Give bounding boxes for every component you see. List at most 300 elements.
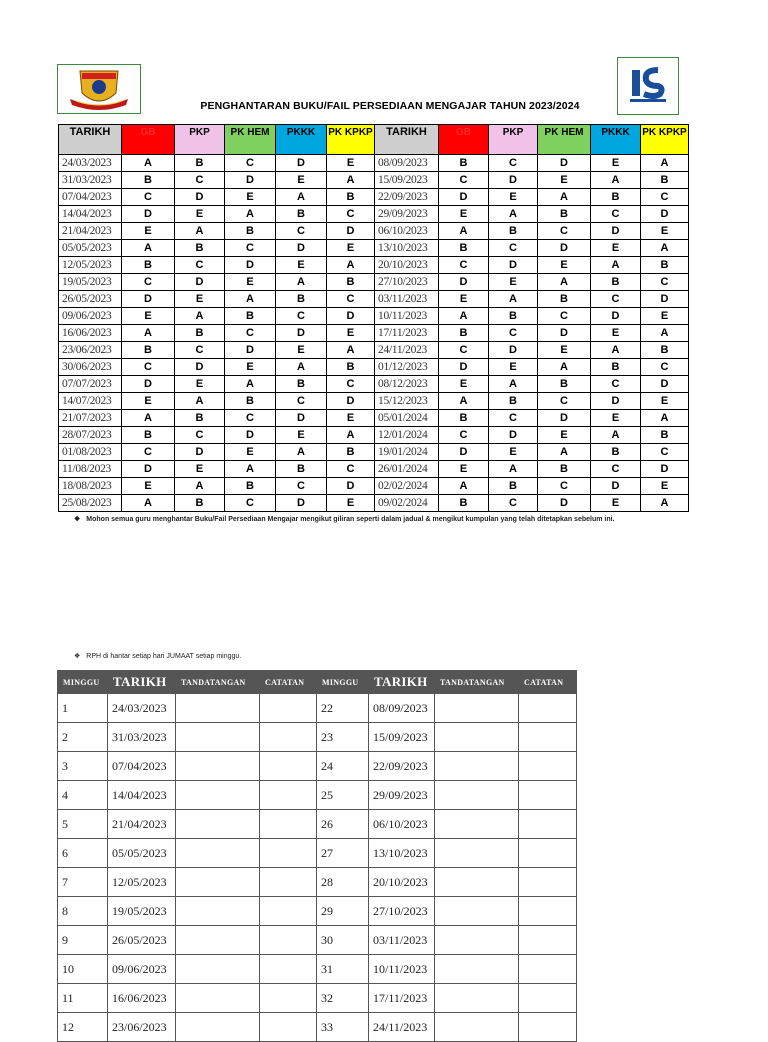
schedule-group-cell: A <box>122 410 175 427</box>
schedule-group-cell: B <box>327 444 375 461</box>
sign-week-cell: 33 <box>317 1013 369 1042</box>
schedule-row <box>59 189 689 206</box>
schedule-group-cell: C <box>225 155 276 172</box>
schedule-row <box>59 427 689 444</box>
sign-week-cell: 12 <box>58 1013 108 1042</box>
sign-week-cell: 11 <box>58 984 108 1013</box>
schedule-header-row <box>59 125 689 155</box>
schedule-row <box>59 393 689 410</box>
schedule-group-cell: D <box>538 155 591 172</box>
schedule-group-cell: B <box>538 291 591 308</box>
sign-header-minggu: MINGGU <box>58 671 108 694</box>
signature-row <box>58 810 577 839</box>
schedule-group-cell: A <box>489 461 538 478</box>
schedule-group-cell: D <box>175 189 225 206</box>
schedule-group-cell: A <box>175 393 225 410</box>
schedule-group-cell: E <box>439 376 489 393</box>
sign-week-cell: 29 <box>317 897 369 926</box>
schedule-group-cell: B <box>591 189 641 206</box>
schedule-date-cell: 09/02/2024 <box>375 495 439 512</box>
sign-signature-cell[interactable] <box>435 926 519 955</box>
header-pkp-2: PKP <box>489 125 538 155</box>
schedule-group-cell: D <box>641 376 689 393</box>
schedule-group-cell: E <box>122 393 175 410</box>
schedule-date-cell: 18/08/2023 <box>59 478 122 495</box>
schedule-group-cell: E <box>489 444 538 461</box>
schedule-group-cell: A <box>439 478 489 495</box>
schedule-group-cell: B <box>641 342 689 359</box>
sign-remark-cell[interactable] <box>260 810 317 839</box>
sign-signature-cell[interactable] <box>176 897 260 926</box>
schedule-group-cell: D <box>327 308 375 325</box>
schedule-row <box>59 291 689 308</box>
schedule-group-cell: A <box>122 240 175 257</box>
sign-header-tarikh-2: TARIKH <box>369 671 435 694</box>
schedule-group-cell: C <box>641 189 689 206</box>
schedule-group-cell: B <box>175 410 225 427</box>
sign-signature-cell[interactable] <box>176 955 260 984</box>
sign-remark-cell[interactable] <box>260 926 317 955</box>
sign-signature-cell[interactable] <box>176 839 260 868</box>
schedule-date-cell: 25/08/2023 <box>59 495 122 512</box>
schedule-group-cell: B <box>489 308 538 325</box>
document-title: PENGHANTARAN BUKU/FAIL PERSEDIAAN MENGAJAR TAHUN 2023/2024 <box>200 100 580 112</box>
sign-week-cell: 22 <box>317 694 369 723</box>
schedule-group-cell: E <box>641 393 689 410</box>
sign-week-cell: 27 <box>317 839 369 868</box>
schedule-group-cell: B <box>175 495 225 512</box>
sign-remark-cell[interactable] <box>519 868 577 897</box>
schedule-date-cell: 06/10/2023 <box>375 223 439 240</box>
schedule-group-cell: B <box>591 444 641 461</box>
schedule-group-cell: E <box>327 240 375 257</box>
schedule-date-cell: 14/07/2023 <box>59 393 122 410</box>
sign-date-cell: 22/09/2023 <box>369 752 435 781</box>
sign-week-cell: 23 <box>317 723 369 752</box>
sign-signature-cell[interactable] <box>176 868 260 897</box>
sign-week-cell: 25 <box>317 781 369 810</box>
schedule-group-cell: C <box>276 223 327 240</box>
schedule-row <box>59 274 689 291</box>
sign-remark-cell[interactable] <box>519 752 577 781</box>
schedule-date-cell: 01/08/2023 <box>59 444 122 461</box>
sign-signature-cell[interactable] <box>176 694 260 723</box>
schedule-group-cell: D <box>276 155 327 172</box>
signature-header-row <box>58 671 577 694</box>
schedule-group-cell: C <box>591 291 641 308</box>
schedule-group-cell: E <box>641 308 689 325</box>
schedule-group-cell: A <box>538 359 591 376</box>
sign-signature-cell[interactable] <box>176 984 260 1013</box>
signature-row <box>58 839 577 868</box>
schedule-row <box>59 495 689 512</box>
diamond-bullet-icon: ❖ <box>74 653 81 660</box>
sign-remark-cell[interactable] <box>260 839 317 868</box>
schedule-group-cell: C <box>538 308 591 325</box>
sign-remark-cell[interactable] <box>260 984 317 1013</box>
schedule-group-cell: A <box>175 223 225 240</box>
schedule-group-cell: B <box>439 155 489 172</box>
schedule-group-cell: A <box>538 274 591 291</box>
schedule-group-cell: E <box>122 308 175 325</box>
schedule-group-cell: D <box>225 172 276 189</box>
schedule-group-cell: A <box>327 257 375 274</box>
sign-date-cell: 23/06/2023 <box>108 1013 176 1042</box>
schedule-group-cell: C <box>122 274 175 291</box>
schedule-group-cell: E <box>225 274 276 291</box>
sign-remark-cell[interactable] <box>519 926 577 955</box>
schedule-group-cell: A <box>225 376 276 393</box>
schedule-group-cell: A <box>122 495 175 512</box>
sign-date-cell: 31/03/2023 <box>108 723 176 752</box>
schedule-group-cell: A <box>489 291 538 308</box>
header-pk-kpkp: PK KPKP <box>327 125 375 155</box>
schedule-group-cell: A <box>591 427 641 444</box>
schedule-group-cell: B <box>439 495 489 512</box>
schedule-group-cell: C <box>489 325 538 342</box>
schedule-group-cell: C <box>327 291 375 308</box>
schedule-row <box>59 444 689 461</box>
sign-signature-cell[interactable] <box>176 810 260 839</box>
schedule-group-cell: D <box>439 359 489 376</box>
schedule-group-cell: D <box>538 495 591 512</box>
schedule-group-cell: A <box>641 495 689 512</box>
schedule-group-cell: D <box>276 325 327 342</box>
schedule-group-cell: C <box>439 172 489 189</box>
sign-remark-cell[interactable] <box>260 1013 317 1042</box>
schedule-group-cell: D <box>591 223 641 240</box>
schedule-group-cell: E <box>276 427 327 444</box>
schedule-group-cell: B <box>641 172 689 189</box>
schedule-row <box>59 325 689 342</box>
schedule-group-cell: C <box>122 189 175 206</box>
schedule-group-cell: D <box>489 257 538 274</box>
schedule-row <box>59 308 689 325</box>
schedule-group-cell: E <box>641 223 689 240</box>
schedule-group-cell: C <box>591 461 641 478</box>
sign-date-cell: 08/09/2023 <box>369 694 435 723</box>
sign-week-cell: 4 <box>58 781 108 810</box>
schedule-group-cell: E <box>175 291 225 308</box>
schedule-group-cell: E <box>439 291 489 308</box>
schedule-group-cell: C <box>276 478 327 495</box>
schedule-group-cell: D <box>641 206 689 223</box>
signature-row <box>58 1013 577 1042</box>
sign-remark-cell[interactable] <box>519 810 577 839</box>
sign-remark-cell[interactable] <box>519 955 577 984</box>
schedule-group-cell: E <box>175 206 225 223</box>
sign-signature-cell[interactable] <box>176 1013 260 1042</box>
sign-remark-cell[interactable] <box>260 694 317 723</box>
sign-remark-cell[interactable] <box>519 1013 577 1042</box>
schedule-group-cell: B <box>439 325 489 342</box>
schedule-group-cell: C <box>591 206 641 223</box>
schedule-group-cell: A <box>641 325 689 342</box>
schedule-group-cell: E <box>538 427 591 444</box>
schedule-group-cell: C <box>225 325 276 342</box>
schedule-group-cell: C <box>276 308 327 325</box>
schedule-date-cell: 07/07/2023 <box>59 376 122 393</box>
sign-week-cell: 26 <box>317 810 369 839</box>
sign-signature-cell[interactable] <box>435 897 519 926</box>
sign-remark-cell[interactable] <box>519 839 577 868</box>
schedule-group-cell: D <box>327 478 375 495</box>
schedule-group-cell: B <box>175 240 225 257</box>
schedule-date-cell: 07/04/2023 <box>59 189 122 206</box>
schedule-group-cell: B <box>276 206 327 223</box>
schedule-group-cell: C <box>538 223 591 240</box>
sign-date-cell: 20/10/2023 <box>369 868 435 897</box>
schedule-group-cell: A <box>276 359 327 376</box>
sign-week-cell: 7 <box>58 868 108 897</box>
sign-header-catatan-2: CATATAN <box>519 671 577 694</box>
sign-signature-cell[interactable] <box>435 839 519 868</box>
signature-row <box>58 984 577 1013</box>
sign-signature-cell[interactable] <box>435 723 519 752</box>
schedule-group-cell: A <box>489 206 538 223</box>
schedule-group-cell: B <box>122 257 175 274</box>
schedule-row <box>59 376 689 393</box>
schedule-row <box>59 410 689 427</box>
schedule-group-cell: D <box>591 478 641 495</box>
sign-signature-cell[interactable] <box>435 810 519 839</box>
schedule-group-cell: A <box>276 189 327 206</box>
schedule-group-cell: B <box>327 359 375 376</box>
sign-week-cell: 28 <box>317 868 369 897</box>
school-crest-logo <box>57 64 141 114</box>
schedule-group-cell: E <box>276 172 327 189</box>
schedule-group-cell: E <box>489 274 538 291</box>
schedule-group-cell: D <box>175 274 225 291</box>
schedule-group-cell: A <box>122 155 175 172</box>
signature-row <box>58 694 577 723</box>
schedule-group-cell: A <box>276 274 327 291</box>
sign-week-cell: 8 <box>58 897 108 926</box>
schedule-group-cell: B <box>225 308 276 325</box>
schedule-group-cell: A <box>641 410 689 427</box>
schedule-group-cell: D <box>538 240 591 257</box>
schedule-row <box>59 478 689 495</box>
schedule-group-cell: C <box>489 495 538 512</box>
schedule-group-cell: A <box>591 257 641 274</box>
schedule-date-cell: 12/05/2023 <box>59 257 122 274</box>
schedule-date-cell: 21/07/2023 <box>59 410 122 427</box>
schedule-date-cell: 08/12/2023 <box>375 376 439 393</box>
sign-remark-cell[interactable] <box>260 723 317 752</box>
schedule-group-cell: C <box>641 359 689 376</box>
schedule-group-cell: E <box>538 342 591 359</box>
schedule-group-cell: E <box>538 172 591 189</box>
header-tarikh: TARIKH <box>59 125 122 155</box>
schedule-date-cell: 26/01/2024 <box>375 461 439 478</box>
schedule-group-cell: E <box>591 325 641 342</box>
schedule-group-cell: D <box>591 393 641 410</box>
sign-header-minggu-2: MINGGU <box>317 671 369 694</box>
school-crest-icon <box>58 65 140 113</box>
schedule-group-cell: E <box>122 478 175 495</box>
schedule-date-cell: 16/06/2023 <box>59 325 122 342</box>
schedule-group-cell: D <box>175 444 225 461</box>
sign-week-cell: 6 <box>58 839 108 868</box>
schedule-group-cell: B <box>641 427 689 444</box>
diamond-bullet-icon: ❖ <box>74 516 81 523</box>
schedule-group-cell: A <box>225 461 276 478</box>
schedule-row <box>59 172 689 189</box>
signature-row <box>58 926 577 955</box>
schedule-group-cell: A <box>641 240 689 257</box>
sign-remark-cell[interactable] <box>260 868 317 897</box>
sign-signature-cell[interactable] <box>176 723 260 752</box>
schedule-group-cell: A <box>276 444 327 461</box>
sign-date-cell: 03/11/2023 <box>369 926 435 955</box>
sign-signature-cell[interactable] <box>176 781 260 810</box>
sign-week-cell: 3 <box>58 752 108 781</box>
schedule-group-cell: E <box>641 478 689 495</box>
schedule-group-cell: D <box>225 427 276 444</box>
schedule-group-cell: D <box>276 240 327 257</box>
schedule-group-cell: E <box>591 155 641 172</box>
sign-week-cell: 10 <box>58 955 108 984</box>
sign-date-cell: 06/10/2023 <box>369 810 435 839</box>
signature-row <box>58 868 577 897</box>
sign-signature-cell[interactable] <box>435 781 519 810</box>
schedule-group-cell: E <box>327 325 375 342</box>
schedule-row <box>59 240 689 257</box>
schedule-group-cell: E <box>225 444 276 461</box>
header-pk-hem-2: PK HEM <box>538 125 591 155</box>
schedule-date-cell: 26/05/2023 <box>59 291 122 308</box>
sign-remark-cell[interactable] <box>519 781 577 810</box>
sign-date-cell: 05/05/2023 <box>108 839 176 868</box>
sign-remark-cell[interactable] <box>519 694 577 723</box>
sign-signature-cell[interactable] <box>435 752 519 781</box>
header-pkkk-2: PKKK <box>591 125 641 155</box>
schedule-row <box>59 223 689 240</box>
schedule-group-cell: C <box>489 240 538 257</box>
schedule-body <box>59 155 689 512</box>
schedule-group-cell: E <box>591 410 641 427</box>
schedule-date-cell: 17/11/2023 <box>375 325 439 342</box>
sign-signature-cell[interactable] <box>435 984 519 1013</box>
schedule-group-cell: D <box>641 291 689 308</box>
schedule-group-cell: A <box>641 155 689 172</box>
schedule-group-cell: D <box>591 308 641 325</box>
schedule-group-cell: C <box>591 376 641 393</box>
sign-remark-cell[interactable] <box>260 752 317 781</box>
schedule-group-cell: B <box>225 223 276 240</box>
sign-date-cell: 29/09/2023 <box>369 781 435 810</box>
schedule-group-cell: A <box>327 342 375 359</box>
sign-date-cell: 15/09/2023 <box>369 723 435 752</box>
schedule-date-cell: 09/06/2023 <box>59 308 122 325</box>
schedule-group-cell: D <box>439 189 489 206</box>
sign-remark-cell[interactable] <box>519 984 577 1013</box>
sign-date-cell: 27/10/2023 <box>369 897 435 926</box>
schedule-group-cell: B <box>641 257 689 274</box>
schedule-group-cell: C <box>175 172 225 189</box>
schedule-group-cell: E <box>489 359 538 376</box>
sign-week-cell: 31 <box>317 955 369 984</box>
sign-signature-cell[interactable] <box>435 955 519 984</box>
schedule-group-cell: E <box>327 410 375 427</box>
schedule-group-cell: B <box>489 393 538 410</box>
schedule-group-cell: C <box>225 495 276 512</box>
sign-signature-cell[interactable] <box>435 694 519 723</box>
schedule-group-cell: E <box>276 257 327 274</box>
schedule-date-cell: 27/10/2023 <box>375 274 439 291</box>
sign-signature-cell[interactable] <box>176 752 260 781</box>
sign-remark-cell[interactable] <box>260 955 317 984</box>
schedule-date-cell: 11/08/2023 <box>59 461 122 478</box>
schedule-group-cell: E <box>175 376 225 393</box>
schedule-group-cell: B <box>439 240 489 257</box>
schedule-group-cell: E <box>122 223 175 240</box>
schedule-date-cell: 24/03/2023 <box>59 155 122 172</box>
sign-header-catatan: CATATAN <box>260 671 317 694</box>
schedule-date-cell: 19/01/2024 <box>375 444 439 461</box>
sign-remark-cell[interactable] <box>260 781 317 810</box>
sign-date-cell: 21/04/2023 <box>108 810 176 839</box>
schedule-group-cell: B <box>439 410 489 427</box>
schedule-group-cell: C <box>641 274 689 291</box>
sign-week-cell: 9 <box>58 926 108 955</box>
schedule-group-cell: A <box>175 478 225 495</box>
sign-date-cell: 17/11/2023 <box>369 984 435 1013</box>
sign-date-cell: 26/05/2023 <box>108 926 176 955</box>
sign-remark-cell[interactable] <box>519 723 577 752</box>
schedule-group-cell: E <box>175 461 225 478</box>
schedule-group-cell: E <box>538 257 591 274</box>
schedule-group-cell: C <box>175 257 225 274</box>
schedule-date-cell: 15/12/2023 <box>375 393 439 410</box>
sign-signature-cell[interactable] <box>435 868 519 897</box>
schedule-group-cell: A <box>225 206 276 223</box>
sign-remark-cell[interactable] <box>519 897 577 926</box>
sign-date-cell: 12/05/2023 <box>108 868 176 897</box>
sign-signature-cell[interactable] <box>176 926 260 955</box>
header-pkp: PKP <box>175 125 225 155</box>
signature-row <box>58 955 577 984</box>
schedule-group-cell: D <box>439 444 489 461</box>
schedule-group-cell: B <box>591 359 641 376</box>
schedule-row <box>59 155 689 172</box>
schedule-group-cell: E <box>327 155 375 172</box>
schedule-date-cell: 14/04/2023 <box>59 206 122 223</box>
note-send-books <box>74 515 615 523</box>
schedule-group-cell: C <box>327 206 375 223</box>
schedule-row <box>59 342 689 359</box>
schedule-date-cell: 22/09/2023 <box>375 189 439 206</box>
schedule-table <box>58 124 689 512</box>
schedule-group-cell: B <box>122 342 175 359</box>
sign-remark-cell[interactable] <box>260 897 317 926</box>
sign-date-cell: 09/06/2023 <box>108 955 176 984</box>
schedule-date-cell: 31/03/2023 <box>59 172 122 189</box>
sign-date-cell: 24/11/2023 <box>369 1013 435 1042</box>
schedule-group-cell: B <box>538 461 591 478</box>
schedule-date-cell: 24/11/2023 <box>375 342 439 359</box>
schedule-group-cell: B <box>538 206 591 223</box>
schedule-group-cell: A <box>489 376 538 393</box>
sign-signature-cell[interactable] <box>435 1013 519 1042</box>
schedule-group-cell: D <box>439 274 489 291</box>
schedule-date-cell: 20/10/2023 <box>375 257 439 274</box>
schedule-group-cell: A <box>327 172 375 189</box>
schedule-group-cell: B <box>489 223 538 240</box>
header-gb: GB <box>122 125 175 155</box>
sign-week-cell: 30 <box>317 926 369 955</box>
schedule-group-cell: B <box>276 291 327 308</box>
